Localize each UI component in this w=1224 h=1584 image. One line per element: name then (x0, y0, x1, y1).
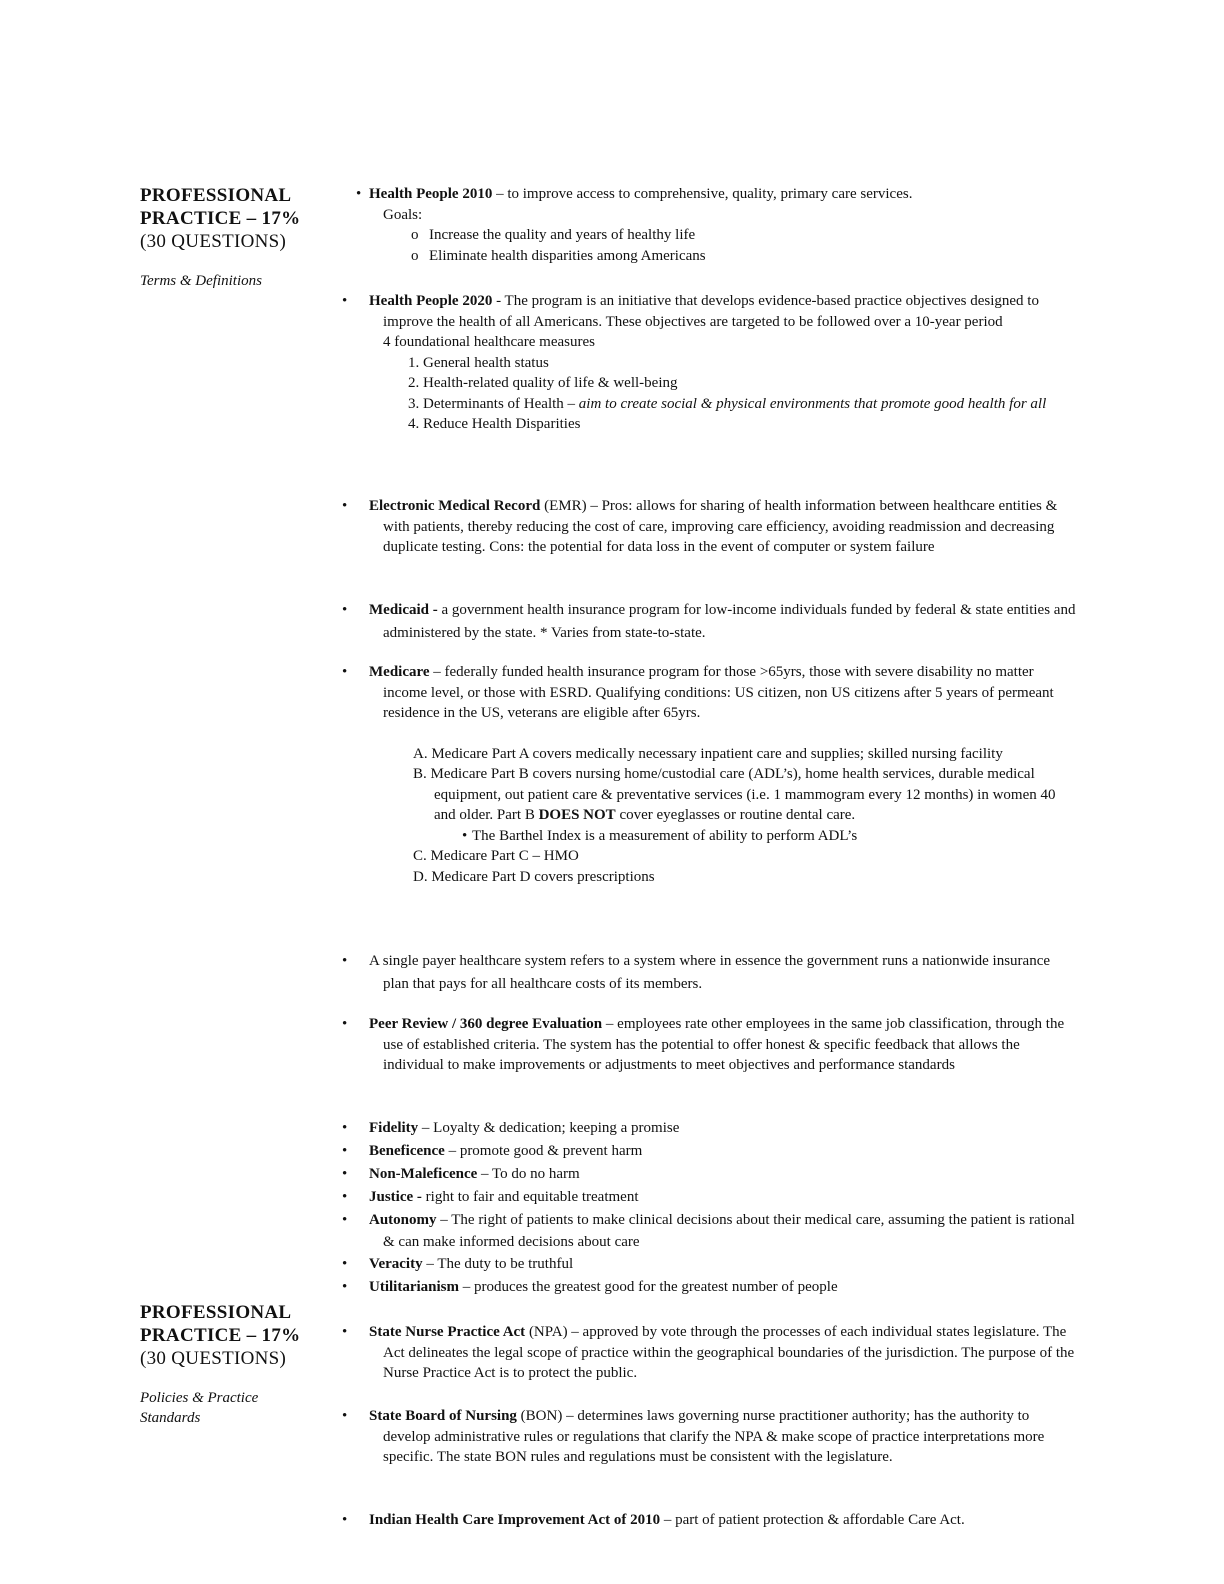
entry-emr (356, 496, 1078, 558)
term: Veracity (369, 1256, 423, 1272)
medicare-part: D. Medicare Part D covers prescriptions (413, 868, 655, 885)
term: State Nurse Practice Act (369, 1324, 526, 1340)
medicare-part (356, 764, 1078, 826)
entry-peer-review (356, 1014, 1078, 1076)
bullet-item: • A single payer healthcare system refers to a system where in essence the government runs a nationwide insurance plan that pays for all healthcare costs of its members. (356, 950, 1078, 996)
entry-board-of-nursing (356, 1406, 1078, 1468)
definition: – To do no harm (477, 1166, 580, 1182)
term: Electronic Medical Record (369, 498, 541, 514)
measure-item: 2. Health-related quality of life & well-being (408, 375, 678, 391)
measure-item (356, 394, 1078, 415)
term: Beneficence (369, 1143, 445, 1159)
subheading-line: Standards (140, 1410, 201, 1426)
goal-item: o Eliminate health disparities among Americans (356, 246, 1078, 267)
definition: (EMR) – Pros: allows for sharing of health information between healthcare entities & with patients, thereby reducing the cost of care, improving care efficiency, avoiding readmission and decreasing duplicate testing. Cons: the potential for data loss in the event of computer or system failure (383, 498, 1058, 555)
term: Health People 2010 (369, 186, 493, 202)
bullet-item (356, 599, 1078, 645)
list-item (356, 1117, 1078, 1140)
list-item (356, 1209, 1078, 1253)
term: Medicare (369, 664, 430, 680)
heading-line: PROFESSIONAL (140, 1302, 292, 1323)
part-text: cover eyeglasses or routine dental care. (615, 807, 856, 823)
term: Health People 2020 (369, 293, 493, 309)
entry-medicaid (356, 599, 1078, 645)
definition: – to improve access to comprehensive, quality, primary care services. (492, 186, 913, 202)
entry-indian-health-care-act (356, 1510, 1078, 1531)
goals-label: Goals: (383, 206, 423, 223)
section-subheading: Terms & Definitions (140, 273, 262, 289)
definition: – The duty to be truthful (422, 1256, 574, 1272)
entry-health-people-2010 (356, 184, 1078, 266)
list-item (356, 1140, 1078, 1163)
heading-line: PROFESSIONAL (140, 185, 292, 206)
definition: – employees rate other employees in the same job classification, through the use of established criteria. The system has the potential to offer honest & specific feedback that allows the individual to make improvements or adjustments to meet objectives and performance standards (383, 1016, 1065, 1073)
definition: – part of patient protection & affordable Care Act. (660, 1512, 965, 1528)
entry-health-people-2020 (356, 291, 1078, 435)
definition: – Loyalty & dedication; keeping a promise (418, 1120, 680, 1136)
heading-line: (30 QUESTIONS) (140, 1348, 287, 1369)
definition: – produces the greatest good for the greatest number of people (459, 1279, 838, 1295)
definition: a government health insurance program for low-income individuals funded by federal & state entities and administered by the state. * Varies from state-to-state. (383, 602, 1076, 641)
definition: - The program is an initiative that develops evidence-based practice objectives designed to improve the health of all Americans. These objectives are targeted to be followed over a 10-year period (383, 293, 1039, 330)
measure-note: aim to create social & physical environments that promote good health for all (578, 395, 1047, 412)
term: Justice - (369, 1189, 422, 1205)
entry-medicare (356, 662, 1078, 887)
measures-label: 4 foundational healthcare measures (383, 334, 595, 350)
sidebar-section-policies (140, 1301, 340, 1428)
definition: right to fair and equitable treatment (421, 1189, 639, 1205)
section-heading (140, 184, 340, 253)
definition: (NPA) – approved by vote through the processes of each individual states legislature. The Act delineates the legal scope of practice within the geographical boundaries of the jurisdiction. The purpose of the Nurse Practice Act is to protect the public. (383, 1324, 1075, 1381)
section-heading (140, 1301, 340, 1370)
term: Utilitarianism (369, 1279, 459, 1295)
subheading-line: Policies & Practice (140, 1390, 259, 1406)
heading-line: PRACTICE – 17% (140, 208, 301, 229)
bullet-item (356, 1406, 1078, 1468)
bullet-item (356, 662, 1078, 724)
term: Autonomy (369, 1212, 437, 1228)
bullet-item (356, 1510, 1078, 1531)
goal-item: o Increase the quality and years of healthy life (356, 225, 1078, 246)
term: Indian Health Care Improvement Act of 2010 (369, 1512, 661, 1528)
definition: – federally funded health insurance program for those >65yrs, those with severe disability no matter income level, or those with ESRD. Qualifying conditions: US citizen, non US citizens after 5 years of permeant residence in the US, veterans are eligible after 65yrs. (383, 664, 1054, 721)
bullet-item (356, 1322, 1078, 1384)
entry-single-payer (356, 950, 1078, 996)
term: Non-Maleficence (369, 1166, 478, 1182)
measure-item: 4. Reduce Health Disparities (408, 416, 581, 432)
list-item (356, 1186, 1078, 1209)
bullet-item (356, 291, 1078, 332)
term: Medicaid - (369, 602, 438, 618)
medicare-part: C. Medicare Part C – HMO (413, 848, 579, 864)
heading-line: PRACTICE – 17% (140, 1325, 301, 1346)
definition: – The right of patients to make clinical decisions about their medical care, assuming the patient is rational & can make informed decisions about care (383, 1212, 1075, 1250)
list-item (356, 1163, 1078, 1186)
measure-item: 1. General health status (408, 354, 549, 371)
heading-line: (30 QUESTIONS) (140, 231, 287, 252)
part-text: B. Medicare Part B covers nursing home/custodial care (ADL’s), home health services, durable medical equipment, out patient care & preventative services (i.e. 1 mammogram every 12 months) in women 40 and older. Part B (413, 766, 1056, 823)
part-emphasis: DOES NOT (538, 807, 616, 823)
list-item (356, 1253, 1078, 1276)
definition: – promote good & prevent harm (444, 1143, 643, 1159)
bullet-item (356, 496, 1078, 558)
medicare-part: A. Medicare Part A covers medically necessary inpatient care and supplies; skilled nursing facility (413, 745, 1003, 762)
term: Fidelity (369, 1120, 419, 1136)
barthel-note: • The Barthel Index is a measurement of ability to perform ADL’s (356, 826, 1078, 847)
entry-nurse-practice-act (356, 1322, 1078, 1384)
term: State Board of Nursing (369, 1408, 517, 1424)
definition: (BON) – determines laws governing nurse practitioner authority; has the authority to develop administrative rules or regulations that clarify the NPA & make scope of practice interpretations more specific. The state BON rules and regulations must be consistent with the legislature. (383, 1408, 1045, 1465)
term: Peer Review / 360 degree Evaluation (369, 1016, 603, 1032)
section-subheading (140, 1388, 340, 1428)
measure-lead: 3. Determinants of Health – (408, 395, 579, 412)
list-item (356, 1276, 1078, 1299)
bullet-item (356, 1014, 1078, 1076)
sidebar-section-terms (140, 184, 340, 291)
ethics-list (356, 1117, 1078, 1299)
bullet-item (356, 184, 1078, 205)
